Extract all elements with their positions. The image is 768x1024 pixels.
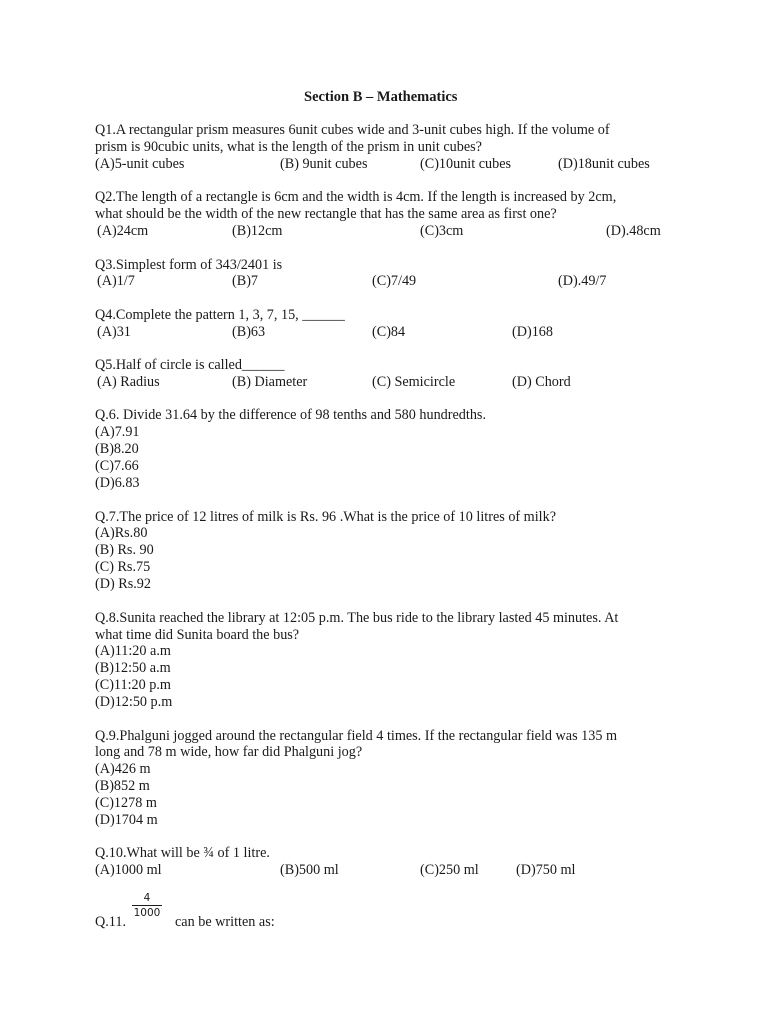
- option-b: (B)7: [232, 273, 259, 289]
- option-d: (D)1704 m: [95, 812, 158, 828]
- option-b: (B)12cm: [232, 223, 283, 239]
- option-c: (C)7.66: [95, 458, 139, 474]
- option-d: (D)12:50 p.m: [95, 694, 173, 710]
- option-b: (B)500 ml: [280, 862, 339, 878]
- question-text: can be written as:: [175, 914, 275, 930]
- option-d: (D)18unit cubes: [558, 156, 650, 172]
- option-b: (B) Diameter: [232, 374, 308, 390]
- option-a: (A)Rs.80: [95, 525, 148, 541]
- option-b: (B) 9unit cubes: [280, 156, 368, 172]
- option-c: (C)3cm: [420, 223, 464, 239]
- question-text: what should be the width of the new rectangle that has the same area as first one?: [95, 206, 557, 222]
- option-d: (D) Rs.92: [95, 576, 151, 592]
- option-c: (C)250 ml: [420, 862, 479, 878]
- fraction-denominator: 1000: [133, 907, 161, 919]
- question-text: Q5.Half of circle is called______: [95, 357, 285, 373]
- option-a: (A) Radius: [97, 374, 160, 390]
- option-d: (D).49/7: [558, 273, 607, 289]
- question-text: prism is 90cubic units, what is the length of the prism in unit cubes?: [95, 139, 482, 155]
- question-text: Q2.The length of a rectangle is 6cm and the width is 4cm. If the length is increased by 2cm,: [95, 189, 617, 205]
- question-text: Q3.Simplest form of 343/2401 is: [95, 257, 283, 273]
- option-c: (C) Semicircle: [372, 374, 456, 390]
- question-text: Q.6. Divide 31.64 by the difference of 98 tenths and 580 hundredths.: [95, 407, 486, 423]
- option-d: (D)6.83: [95, 475, 140, 491]
- option-b: (B)63: [232, 324, 266, 340]
- option-a: (A)426 m: [95, 761, 151, 777]
- option-a: (A)24cm: [97, 223, 149, 239]
- question-text: Q.7.The price of 12 litres of milk is Rs. 96 .What is the price of 10 litres of milk?: [95, 509, 556, 525]
- option-c: (C)10unit cubes: [420, 156, 512, 172]
- option-c: (C)11:20 p.m: [95, 677, 171, 693]
- option-d: (D)750 ml: [516, 862, 576, 878]
- option-a: (A)1/7: [97, 273, 135, 289]
- fraction-numerator: 4: [143, 892, 151, 904]
- option-a: (A)1000 ml: [95, 862, 162, 878]
- option-b: (B)8.20: [95, 441, 139, 457]
- question-label: Q.11.: [95, 914, 127, 930]
- option-c: (C) Rs.75: [95, 559, 151, 575]
- page-title: Section B – Mathematics: [304, 89, 458, 105]
- question-text: Q.8.Sunita reached the library at 12:05 p.m. The bus ride to the library lasted 45 minutes. At: [95, 610, 619, 626]
- option-b: (B)12:50 a.m: [95, 660, 171, 676]
- option-d: (D)168: [512, 324, 553, 340]
- question-text: what time did Sunita board the bus?: [95, 627, 300, 643]
- option-a: (A)7.91: [95, 424, 140, 440]
- option-c: (C)1278 m: [95, 795, 157, 811]
- fraction: [132, 892, 162, 919]
- question-text: Q.9.Phalguni jogged around the rectangular field 4 times. If the rectangular field was 135 m: [95, 728, 618, 744]
- option-a: (A)31: [97, 324, 131, 340]
- option-c: (C)84: [372, 324, 406, 340]
- option-d: (D) Chord: [512, 374, 571, 390]
- option-c: (C)7/49: [372, 273, 417, 289]
- question-text: Q1.A rectangular prism measures 6unit cubes wide and 3-unit cubes high. If the volume of: [95, 122, 610, 138]
- question-text: long and 78 m wide, how far did Phalguni jog?: [95, 744, 363, 760]
- option-b: (B) Rs. 90: [95, 542, 154, 558]
- option-a: (A)5-unit cubes: [95, 156, 185, 172]
- option-d: (D).48cm: [606, 223, 661, 239]
- question-text: Q.10.What will be ¾ of 1 litre.: [95, 845, 270, 861]
- question-text: Q4.Complete the pattern 1, 3, 7, 15, ______: [95, 307, 345, 323]
- option-b: (B)852 m: [95, 778, 150, 794]
- fraction-bar: [132, 905, 162, 906]
- option-a: (A)11:20 a.m: [95, 643, 171, 659]
